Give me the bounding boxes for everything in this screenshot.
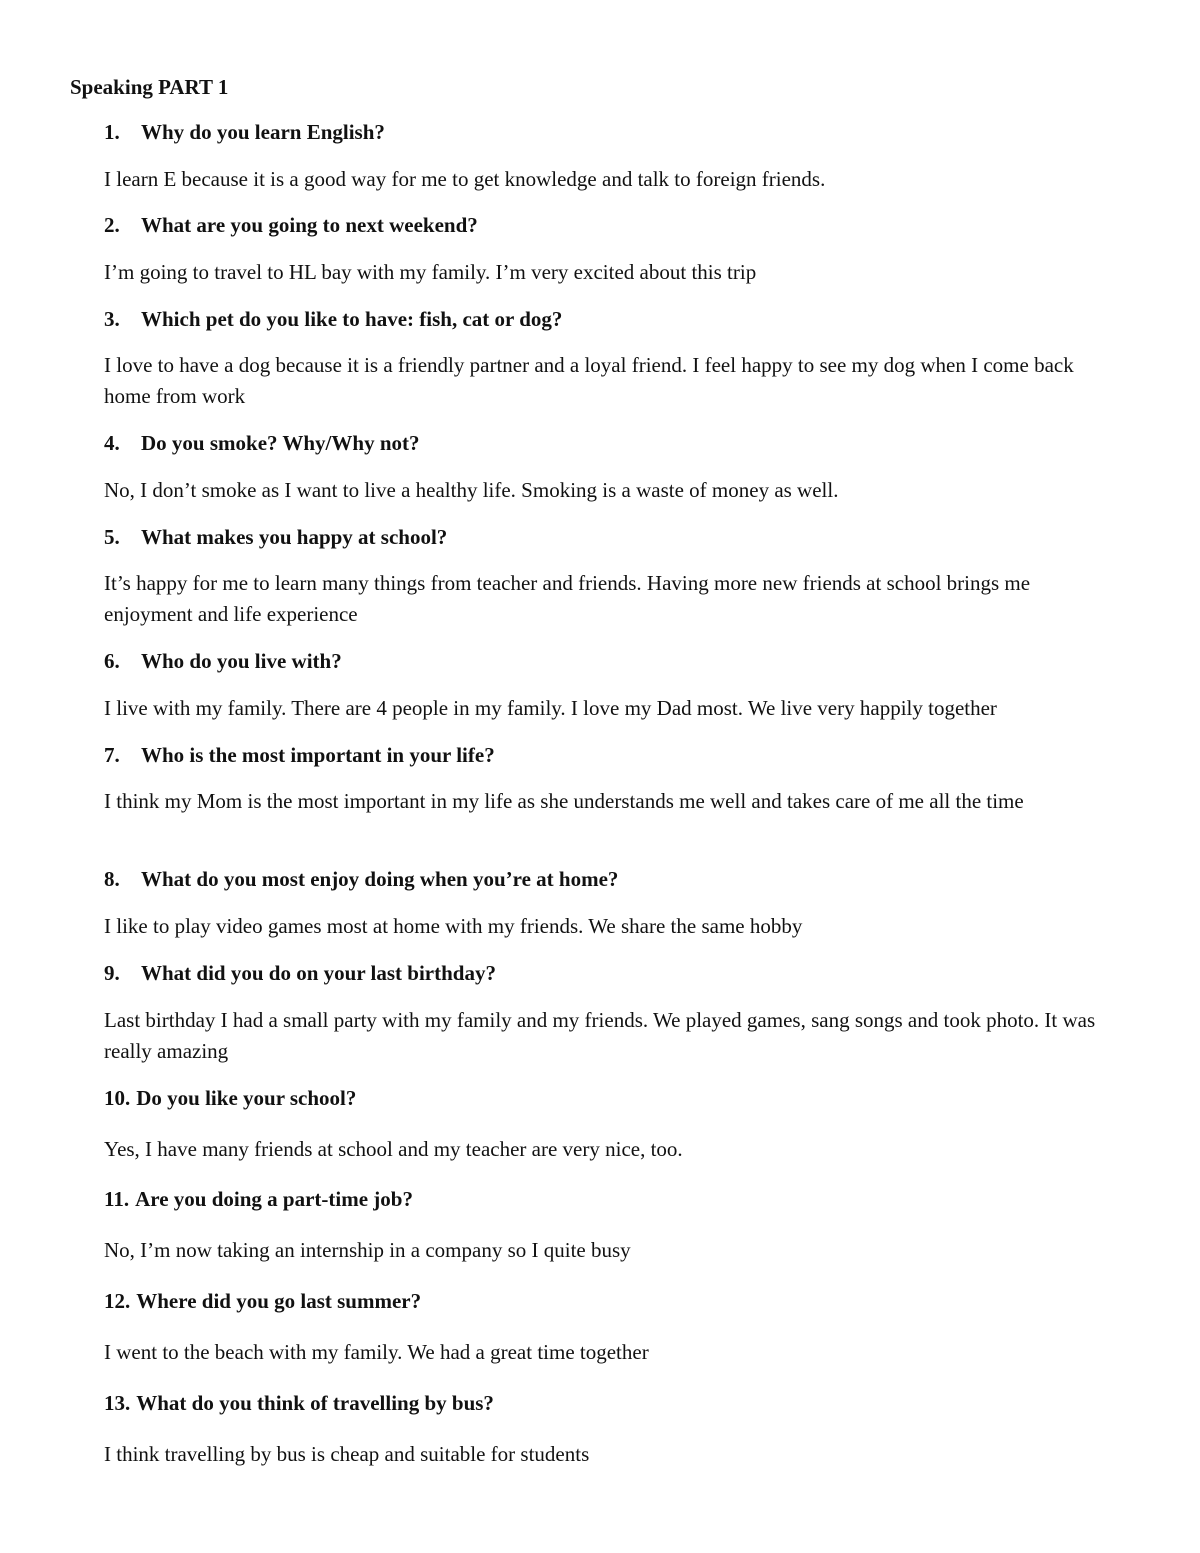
question-number: 7. (104, 743, 120, 767)
question-number: 9. (104, 961, 120, 985)
question-number: 12. (104, 1289, 131, 1313)
answer-5: It’s happy for me to learn many things from teacher and friends. Having more new friends at school brings me enjoyment and life experience (104, 571, 1031, 626)
question-5 (104, 523, 447, 551)
question-text: Who is the most important in your life? (141, 743, 495, 767)
question-3 (104, 305, 562, 333)
answer-13: I think travelling by bus is cheap and suitable for students (104, 1442, 590, 1466)
question-number: 8. (104, 867, 120, 891)
question-11 (104, 1185, 413, 1213)
question-text: Why do you learn English? (141, 120, 385, 144)
answer-10: Yes, I have many friends at school and my teacher are very nice, too. (104, 1137, 683, 1161)
answer-2: I’m going to travel to HL bay with my family. I’m very excited about this trip (104, 260, 757, 284)
question-number: 5. (104, 525, 120, 549)
answer-12: I went to the beach with my family. We had a great time together (104, 1340, 649, 1364)
question-number: 10. (104, 1086, 131, 1110)
answer-8: I like to play video games most at home with my friends. We share the same hobby (104, 914, 803, 938)
question-12 (104, 1287, 421, 1315)
question-2 (104, 211, 478, 239)
question-text: What do you think of travelling by bus? (136, 1391, 494, 1415)
question-6 (104, 647, 342, 675)
question-number: 1. (104, 120, 120, 144)
answer-6: I live with my family. There are 4 people in my family. I love my Dad most. We live very happily together (104, 696, 997, 720)
question-text: What are you going to next weekend? (141, 213, 478, 237)
question-number: 11. (104, 1187, 130, 1211)
question-8 (104, 865, 618, 893)
answer-9: Last birthday I had a small party with my family and my friends. We played games, sang songs and took photo. It was really amazing (104, 1008, 1096, 1063)
question-text: Are you doing a part-time job? (135, 1187, 413, 1211)
question-text: What makes you happy at school? (141, 525, 448, 549)
question-4 (104, 429, 420, 457)
question-number: 4. (104, 431, 120, 455)
question-9 (104, 959, 496, 987)
question-text: Where did you go last summer? (136, 1289, 422, 1313)
question-text: What did you do on your last birthday? (141, 961, 496, 985)
question-text: Which pet do you like to have: fish, cat or dog? (141, 307, 563, 331)
answer-1: I learn E because it is a good way for me to get knowledge and talk to foreign friends. (104, 167, 826, 191)
answer-7: I think my Mom is the most important in my life as she understands me well and takes care of me all the time (104, 789, 1024, 813)
question-text: Do you smoke? Why/Why not? (141, 431, 420, 455)
answer-11: No, I’m now taking an internship in a company so I quite busy (104, 1238, 631, 1262)
question-7 (104, 741, 495, 769)
document-title: Speaking PART 1 (70, 75, 229, 99)
question-text: What do you most enjoy doing when you’re at home? (141, 867, 619, 891)
question-text: Who do you live with? (141, 649, 342, 673)
question-number: 6. (104, 649, 120, 673)
answer-4: No, I don’t smoke as I want to live a healthy life. Smoking is a waste of money as well. (104, 478, 839, 502)
question-10 (104, 1084, 356, 1112)
question-number: 13. (104, 1391, 131, 1415)
answer-3: I love to have a dog because it is a friendly partner and a loyal friend. I feel happy to see my dog when I come back home from work (104, 353, 1074, 408)
question-1 (104, 118, 385, 146)
question-number: 2. (104, 213, 120, 237)
question-number: 3. (104, 307, 120, 331)
question-text: Do you like your school? (136, 1086, 357, 1110)
question-13 (104, 1389, 494, 1417)
